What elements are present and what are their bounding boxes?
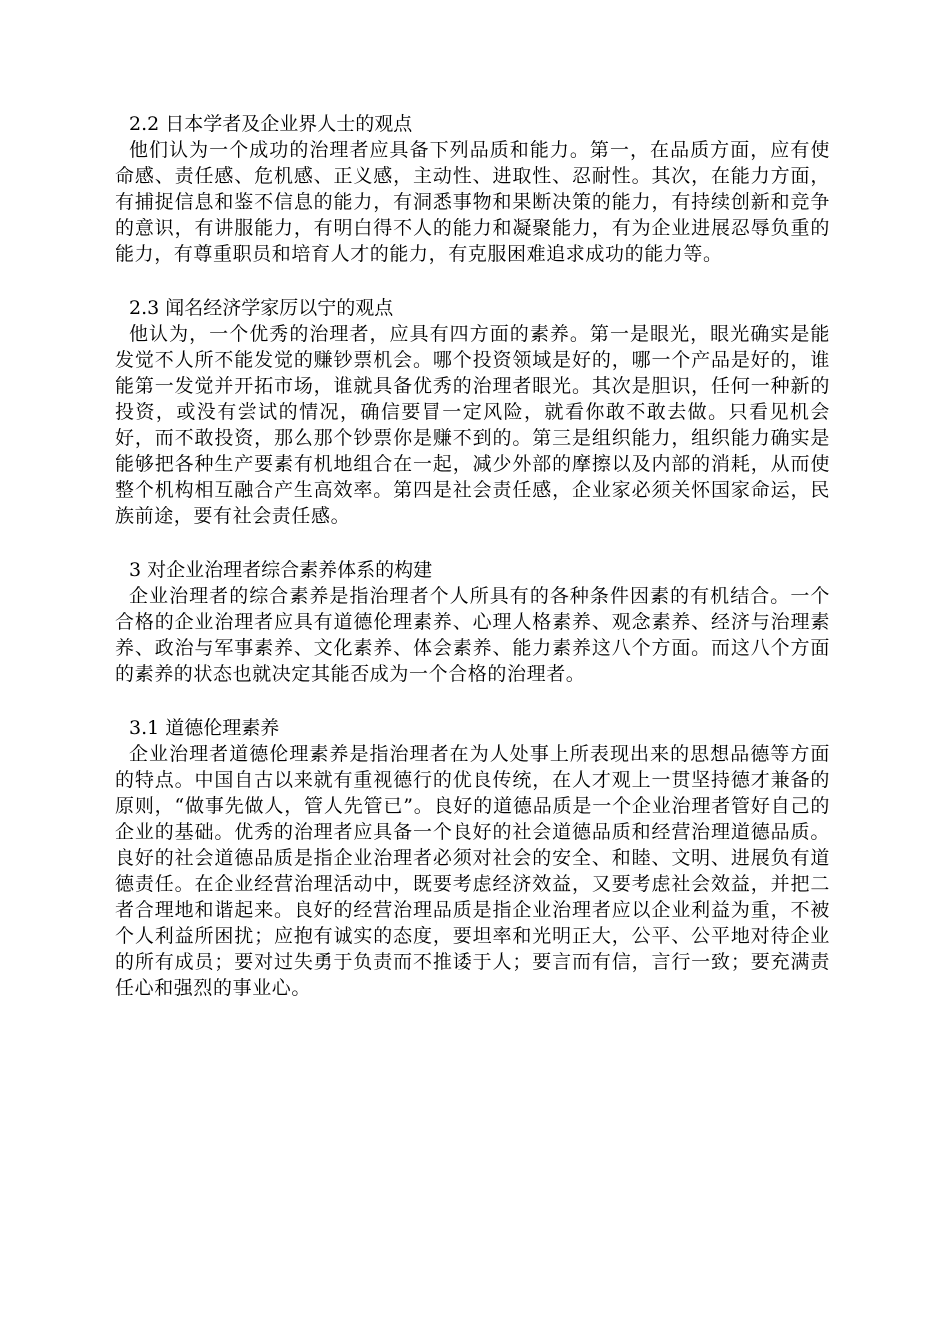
section-heading: 3 对企业治理者综合素养体系的构建	[129, 559, 433, 581]
section-3-1	[115, 715, 830, 1001]
section-2-2	[115, 111, 830, 267]
section-paragraph: 他们认为一个成功的治理者应具备下列品质和能力。第一，在品质方面，应有使命感、责任感、危机感、正义感，主动性、进取性、忍耐性。其次，在能力方面，有捕捉信息和鉴不信息的能力，有洞悉事物和果断决策的能力，有持续创新和竞争的意识，有讲服能力，有明白得不人的能力和凝聚能力，有为企业进展忍辱负重的能力，有尊重职员和培育人才的能力，有克服困难追求成功的能力等。	[115, 139, 830, 265]
section-heading: 2.2 日本学者及企业界人士的观点	[129, 113, 413, 135]
section-heading: 3.1 道德伦理素养	[129, 717, 280, 739]
section-3	[115, 557, 830, 687]
section-paragraph: 企业治理者道德伦理素养是指治理者在为人处事上所表现出来的思想品德等方面的特点。中国自古以来就有重视德行的优良传统，在人才观上一贯坚持德才兼备的原则，“做事先做人，管人先管已”。良好的道德品质是一个企业治理者管好自己的企业的基础。优秀的治理者应具备一个良好的社会道德品质和经营治理道德品质。良好的社会道德品质是指企业治理者必须对社会的安全、和睦、文明、进展负有道德责任。在企业经营治理活动中，既要考虑经济效益，又要考虑社会效益，并把二者合理地和谐起来。良好的经营治理品质是指企业治理者应以企业利益为重，不被个人利益所困扰；应抱有诚实的态度，要坦率和光明正大，公平、公平地对待企业的所有成员；要对过失勇于负责而不推诿于人；要言而有信，言行一致；要充满责任心和强烈的事业心。	[115, 743, 830, 999]
section-heading: 2.3 闻名经济学家厉以宁的观点	[129, 297, 394, 319]
section-2-3	[115, 295, 830, 529]
section-paragraph: 他认为，一个优秀的治理者，应具有四方面的素养。第一是眼光，眼光确实是能发觉不人所不能发觉的赚钞票机会。哪个投资领域是好的，哪一个产品是好的，谁能第一发觉并开拓市场，谁就具备优秀的治理者眼光。其次是胆识，任何一种新的投资，或没有尝试的情况，确信要冒一定风险，就看你敢不敢去做。只看见机会好，而不敢投资，那么那个钞票你是赚不到的。第三是组织能力，组织能力确实是能够把各种生产要素有机地组合在一起，减少外部的摩擦以及内部的消耗，从而使整个机构相互融合产生高效率。第四是社会责任感，企业家必须关怀国家命运，民族前途，要有社会责任感。	[115, 323, 830, 527]
section-paragraph: 企业治理者的综合素养是指治理者个人所具有的各种条件因素的有机结合。一个合格的企业治理者应具有道德伦理素养、心理人格素养、观念素养、经济与治理素养、政治与军事素养、文化素养、体会素养、能力素养这八个方面。而这八个方面的素养的状态也就决定其能否成为一个合格的治理者。	[115, 585, 830, 685]
document-page	[115, 111, 830, 1029]
